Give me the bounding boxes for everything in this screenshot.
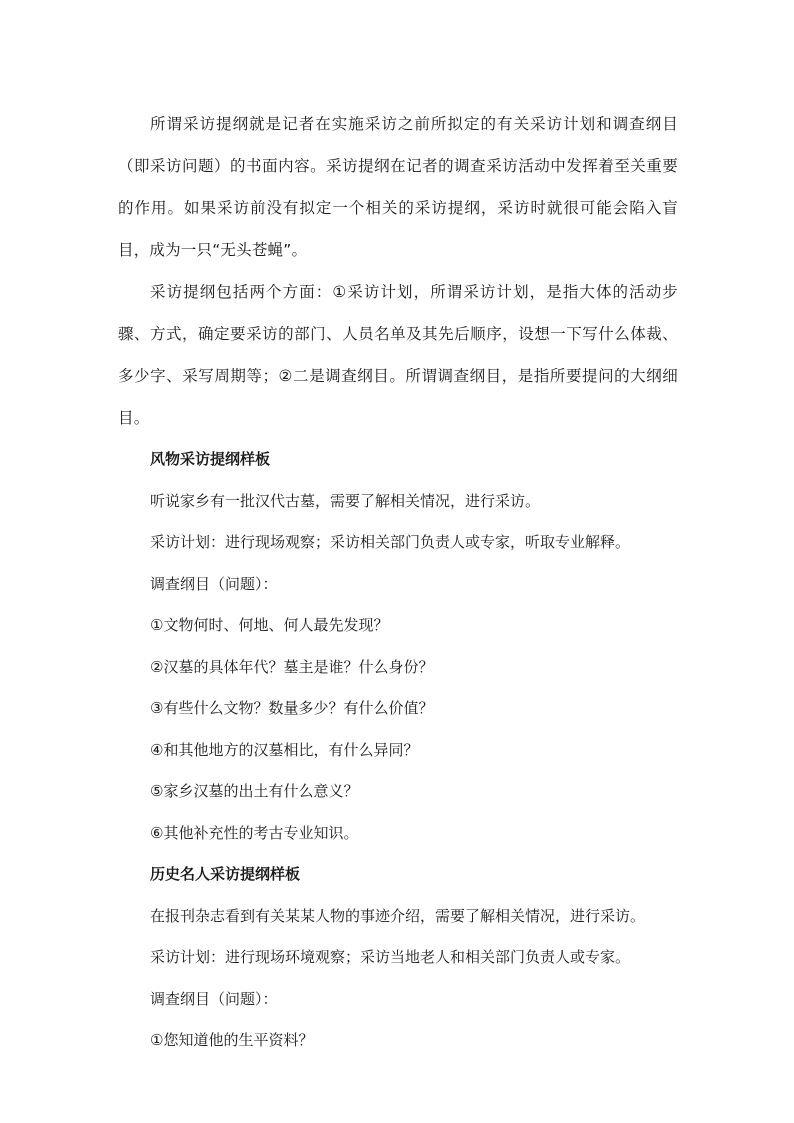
scenery-line: 听说家乡有一批汉代古墓，需要了解相关情况，进行采访。 xyxy=(150,491,541,510)
section-heading-historical-figure: 历史名人采访提纲样板 xyxy=(150,865,301,883)
figure-line: 调查纲目（问题）： xyxy=(150,989,278,1008)
scenery-question: ④和其他地方的汉墓相比，有什么异同？ xyxy=(150,740,419,759)
intro-paragraph-2: 采访提纲包括两个方面：①采访计划，所谓采访计划，是指大体的活动步骤、方式，确定要采访的部门、人员名单及其先后顺序，设想一下写什么体裁、多少字、采写周期等；②二是调查纲目。所谓调查纲目，是指所要提问的大纲细目。 xyxy=(118,283,678,427)
scenery-question: ③有些什么文物？数量多少？有什么价值？ xyxy=(150,699,434,717)
intro-paragraph-1: 所谓采访提纲就是记者在实施采访之前所拟定的有关采访计划和调查纲目（即采访问题）的书面内容。采访提纲在记者的调查采访活动中发挥着至关重要的作用。如果采访前没有拟定一个相关的采访提纲，采访时就很可能会陷入盲目，成为一只“无头苍蝇”。 xyxy=(118,115,678,259)
scenery-question: ①文物何时、何地、何人最先发现？ xyxy=(150,616,389,634)
figure-line: 在报刊杂志看到有关某某人物的事迹介绍，需要了解相关情况，进行采访。 xyxy=(150,906,646,925)
document-body xyxy=(118,103,678,1062)
scenery-line: 采访计划：进行现场观察；采访相关部门负责人或专家，听取专业解释。 xyxy=(150,533,631,551)
figure-line: 采访计划：进行现场环境观察；采访当地老人和相关部门负责人或专家。 xyxy=(150,948,631,966)
scenery-question: ⑤家乡汉墓的出土有什么意义？ xyxy=(150,782,359,800)
figure-question: ①您知道他的生平资料？ xyxy=(150,1031,314,1049)
scenery-question: ②汉墓的具体年代？墓主是谁？什么身份？ xyxy=(150,657,434,676)
scenery-question: ⑥其他补充性的考古专业知识。 xyxy=(150,823,359,842)
section-heading-scenery: 风物采访提纲样板 xyxy=(150,450,271,468)
scenery-line: 调查纲目（问题）： xyxy=(150,574,278,593)
